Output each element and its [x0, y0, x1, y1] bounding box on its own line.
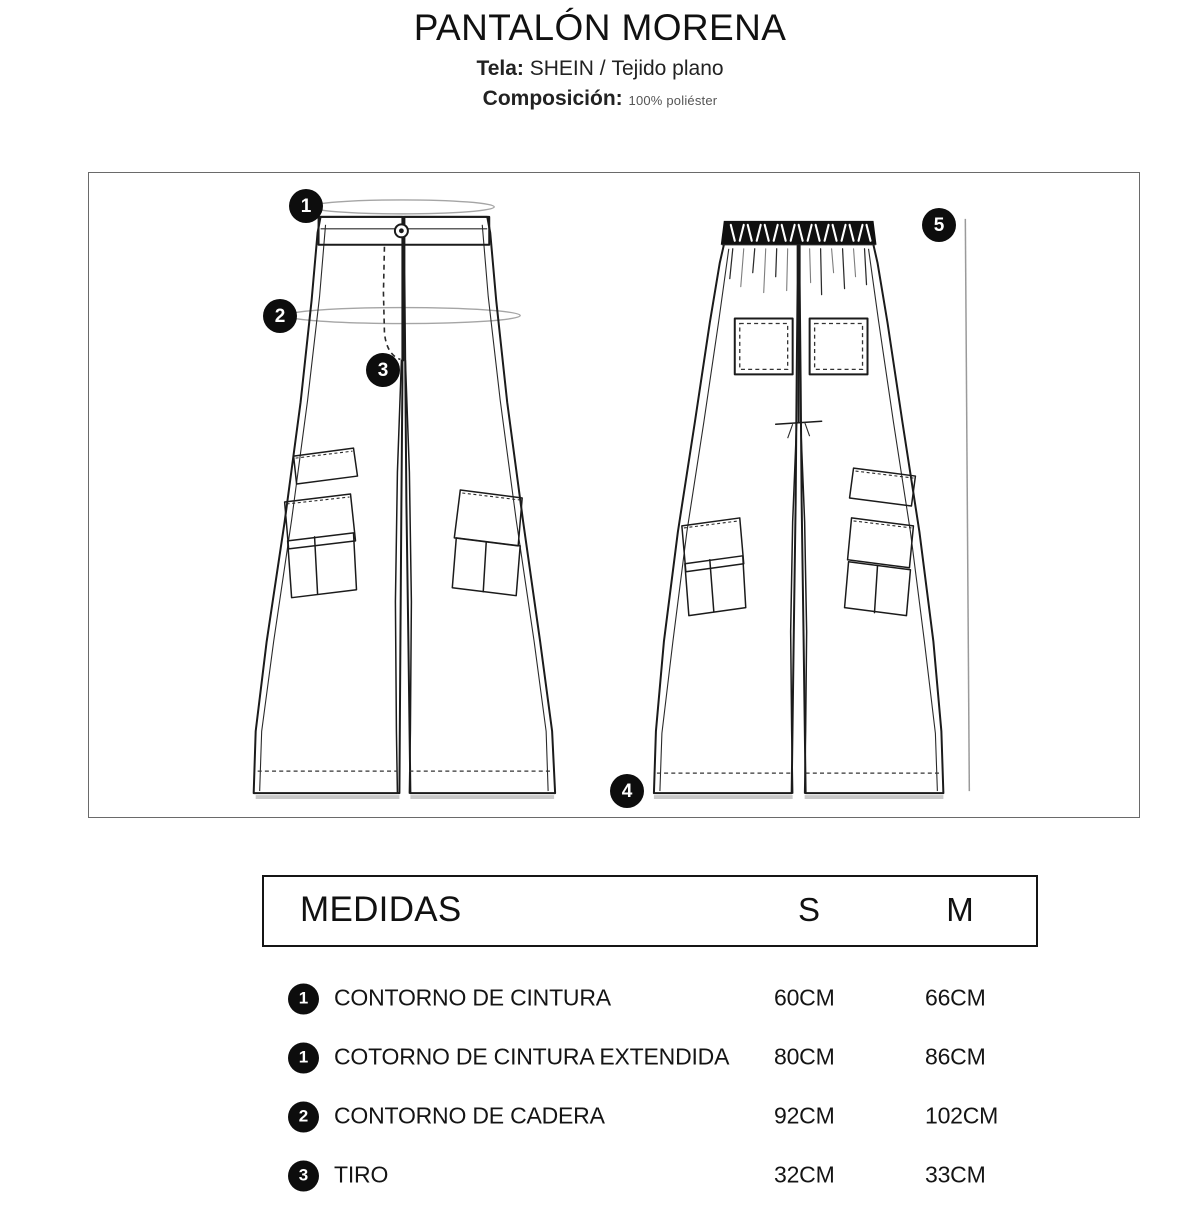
back-right-seam — [869, 249, 938, 791]
back-left-patch-pocket-stitch — [740, 324, 788, 370]
back-left-cargo-flap — [682, 518, 744, 572]
front-right-cargo-pocket-divider — [483, 542, 486, 592]
row-label: TIRO — [334, 1160, 389, 1187]
fabric-separator: / — [599, 56, 606, 80]
back-right-leg-outline — [800, 241, 944, 793]
row-marker: 1 — [288, 983, 319, 1014]
technical-drawing-frame — [88, 172, 1140, 818]
waistband-button-hole — [399, 228, 404, 233]
row-value-m: 66CM — [925, 983, 986, 1010]
callout-marker-2: 2 — [263, 299, 297, 333]
row-marker: 3 — [288, 1160, 319, 1191]
callout-marker-5: 5 — [922, 208, 956, 242]
front-view-group — [254, 200, 555, 799]
table-row — [262, 1146, 1038, 1205]
table-row — [262, 1028, 1038, 1087]
composition-value: 100% poliéster — [628, 93, 718, 109]
back-right-patch-pocket — [810, 319, 868, 375]
composition-label: Composición: — [482, 87, 623, 111]
measurements-rows — [262, 969, 1038, 1205]
back-right-hem-shadow — [805, 795, 944, 799]
back-right-cargo-flap-lower — [848, 518, 914, 568]
front-right-hem-shadow — [410, 795, 554, 799]
front-fly-stitch — [383, 247, 400, 360]
column-header-size-m: M — [946, 891, 974, 929]
technical-flat-sketch — [89, 173, 1139, 817]
measurements-table-header — [262, 875, 1038, 947]
row-value-s: 60CM — [774, 983, 835, 1010]
row-value-s: 32CM — [774, 1160, 835, 1187]
back-left-seam — [660, 249, 729, 791]
waist-measure-guide — [311, 200, 495, 214]
row-marker: 2 — [288, 1101, 319, 1132]
spec-sheet-header — [0, 8, 1200, 114]
front-right-leg-outline — [404, 217, 555, 793]
row-value-m: 102CM — [925, 1101, 999, 1128]
measurements-title: MEDIDAS — [300, 890, 462, 930]
table-row — [262, 1087, 1038, 1146]
front-right-cargo-flap — [454, 490, 522, 546]
row-marker: 1 — [288, 1042, 319, 1073]
callout-marker-3: 3 — [366, 353, 400, 387]
row-label: CONTORNO DE CADERA — [334, 1101, 605, 1128]
callout-marker-1: 1 — [289, 189, 323, 223]
table-row — [262, 969, 1038, 1028]
page-title: PANTALÓN MORENA — [413, 7, 787, 48]
fabric-value: SHEIN — [529, 56, 594, 80]
row-value-m: 33CM — [925, 1160, 986, 1187]
fabric-label: Tela: — [476, 56, 524, 80]
front-left-cargo-flap-upper — [294, 448, 358, 484]
back-left-patch-pocket — [735, 319, 793, 375]
back-left-hem-shadow — [654, 795, 793, 799]
row-label: COTORNO DE CINTURA EXTENDIDA — [334, 1042, 730, 1069]
row-value-s: 92CM — [774, 1101, 835, 1128]
column-header-size-s: S — [797, 891, 821, 929]
back-right-patch-pocket-stitch — [815, 324, 863, 370]
row-label: CONTORNO DE CINTURA — [334, 983, 611, 1010]
front-left-hem-shadow — [256, 795, 400, 799]
back-crotch-tack-legs — [788, 422, 810, 438]
row-value-m: 86CM — [925, 1042, 986, 1069]
composition-line — [0, 85, 1200, 113]
fabric-type: Tejido plano — [611, 56, 724, 80]
back-view-group — [654, 219, 969, 799]
measurements-table — [262, 875, 1038, 1205]
callout-marker-4: 4 — [610, 774, 644, 808]
fabric-line — [0, 54, 1200, 84]
total-length-guide — [965, 219, 969, 791]
row-value-s: 80CM — [774, 1042, 835, 1069]
back-right-cargo-pocket-divider — [875, 566, 878, 613]
